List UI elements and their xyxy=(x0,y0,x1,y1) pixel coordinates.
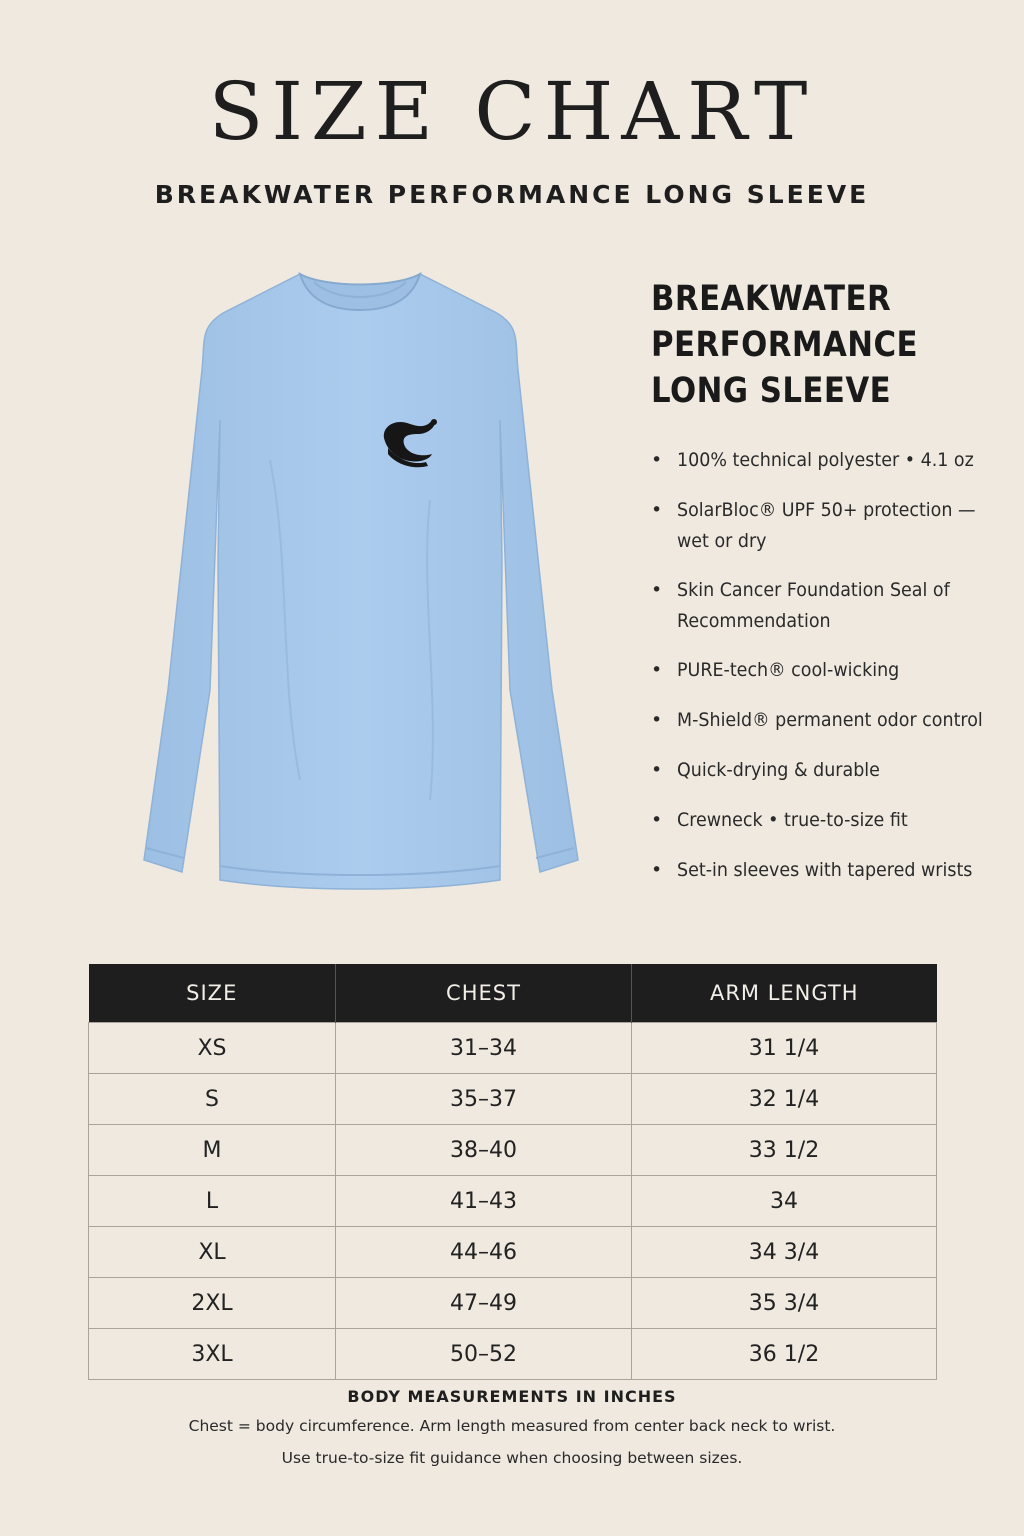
column-header-size: SIZE xyxy=(89,964,336,1023)
chest-cell: 35–37 xyxy=(336,1074,632,1125)
table-row xyxy=(89,1329,937,1380)
feature-item: • M-Shield® permanent odor control xyxy=(651,709,983,731)
shirt-body xyxy=(144,274,578,889)
chest-cell: 44–46 xyxy=(336,1227,632,1278)
product-heading-line: PERFORMANCE xyxy=(651,325,919,365)
feature-item: • Crewneck • true-to-size fit xyxy=(651,809,908,831)
table-header-row xyxy=(89,964,937,1023)
arm-length-cell: 34 3/4 xyxy=(632,1227,937,1278)
arm-length-cell: 33 1/2 xyxy=(632,1125,937,1176)
feature-item: • SolarBloc® UPF 50+ protection — wet or dry xyxy=(651,499,976,552)
size-cell: 2XL xyxy=(89,1278,336,1329)
feature-item: • Quick-drying & durable xyxy=(651,759,880,781)
feature-item: • Skin Cancer Foundation Seal of Recommendation xyxy=(651,579,950,632)
arm-length-cell: 32 1/4 xyxy=(632,1074,937,1125)
page-title: SIZE CHART xyxy=(208,65,816,158)
page-subtitle: BREAKWATER PERFORMANCE LONG SLEEVE xyxy=(154,180,870,209)
chest-cell: 38–40 xyxy=(336,1125,632,1176)
product-heading-line: BREAKWATER xyxy=(651,279,892,319)
chest-cell: 47–49 xyxy=(336,1278,632,1329)
shirt-image xyxy=(100,260,620,900)
size-cell: 3XL xyxy=(89,1329,336,1380)
size-cell: S xyxy=(89,1074,336,1125)
size-cell: XS xyxy=(89,1023,336,1074)
feature-list xyxy=(651,445,1001,886)
product-heading xyxy=(651,276,941,414)
feature-item: • PURE-tech® cool-wicking xyxy=(651,659,900,681)
table-row xyxy=(89,1125,937,1176)
size-cell: L xyxy=(89,1176,336,1227)
product-heading-line: LONG SLEEVE xyxy=(651,371,892,411)
shirt-illustration xyxy=(100,260,620,900)
size-table xyxy=(88,964,937,1380)
size-cell: M xyxy=(89,1125,336,1176)
chest-cell: 31–34 xyxy=(336,1023,632,1074)
arm-length-cell: 31 1/4 xyxy=(632,1023,937,1074)
chest-cell: 50–52 xyxy=(336,1329,632,1380)
footer-note: Use true-to-size fit guidance when choosing between sizes. xyxy=(281,1449,743,1467)
feature-item: • Set-in sleeves with tapered wrists xyxy=(651,859,973,881)
table-row xyxy=(89,1227,937,1278)
size-cell: XL xyxy=(89,1227,336,1278)
table-row xyxy=(89,1176,937,1227)
chest-cell: 41–43 xyxy=(336,1176,632,1227)
table-row xyxy=(89,1023,937,1074)
arm-length-cell: 35 3/4 xyxy=(632,1278,937,1329)
arm-length-cell: 36 1/2 xyxy=(632,1329,937,1380)
feature-item: • 100% technical polyester • 4.1 oz xyxy=(651,449,974,471)
column-header-chest: CHEST xyxy=(336,964,632,1023)
arm-length-cell: 34 xyxy=(632,1176,937,1227)
column-header-arm-length: ARM LENGTH xyxy=(632,964,937,1023)
table-row xyxy=(89,1074,937,1125)
table-row xyxy=(89,1278,937,1329)
footer-title: BODY MEASUREMENTS IN INCHES xyxy=(347,1387,677,1406)
footer-note: Chest = body circumference. Arm length measured from center back neck to wrist. xyxy=(188,1417,836,1435)
